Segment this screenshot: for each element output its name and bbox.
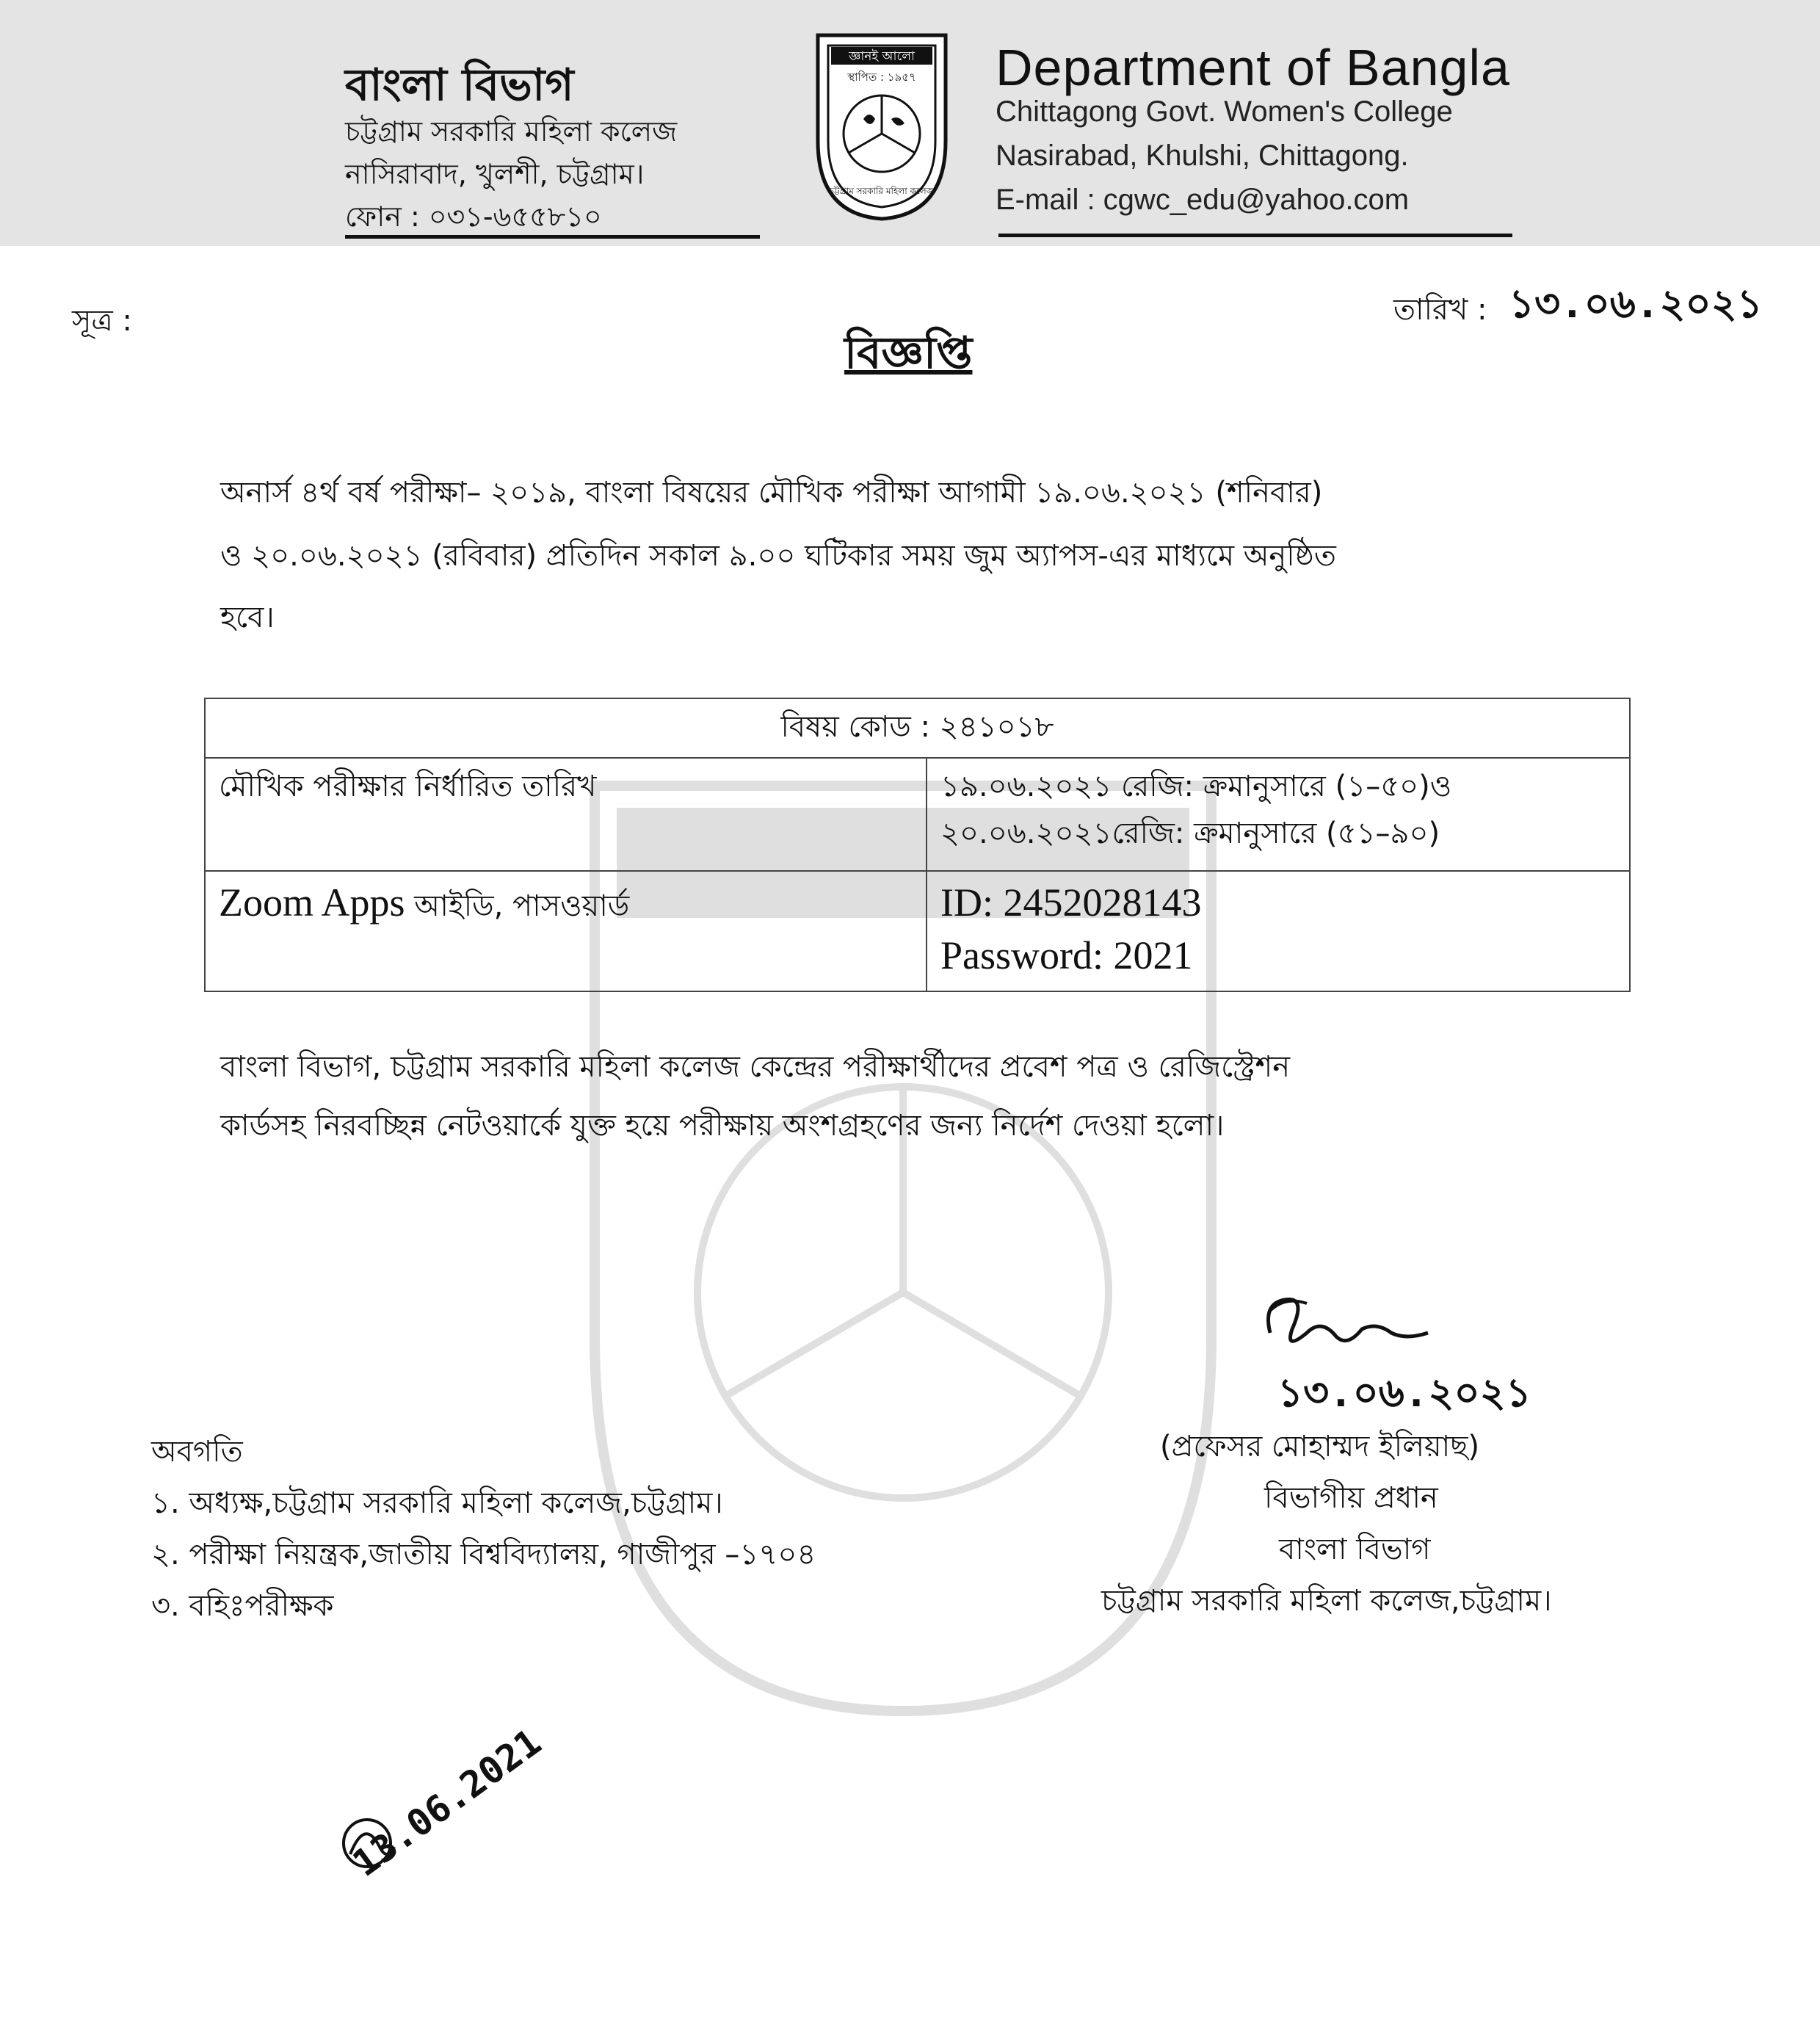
zoom-value-cell xyxy=(927,871,1630,991)
signature-date: ১৩.০৬.২০২১ xyxy=(1277,1370,1531,1416)
cc-item-1: ১. অধ্যক্ষ,চট্টগ্রাম সরকারি মহিলা কলেজ,চট্টগ্রাম। xyxy=(151,1486,723,1520)
en-address: Nasirabad, Khulshi, Chittagong. xyxy=(996,140,1409,172)
bn-department-title: বাংলা বিভাগ xyxy=(345,59,574,111)
logo-ring-text: চট্টগ্রাম সরকারি মহিলা কলেজ xyxy=(829,186,935,196)
signatory-designation: বিভাগীয় প্রধান xyxy=(1264,1481,1438,1515)
bn-college-name: চট্টগ্রাম সরকারি মহিলা কলেজ xyxy=(345,115,678,148)
zoom-label-cell xyxy=(205,871,927,991)
paragraph2-line2: কার্ডসহ নিরবচ্ছিন্ন নেটওয়ার্কে যুক্ত হয়ে পরীক্ষায় অংশগ্রহণের জন্য নির্দেশ দেওয়া হলো। xyxy=(220,1109,1225,1143)
table-row xyxy=(205,758,1630,871)
zoom-id-password-label: আইডি, পাসওয়ার্ড xyxy=(405,889,630,923)
exam-date-label: মৌখিক পরীক্ষার নির্ধারিত তারিখ xyxy=(219,770,597,803)
table-row xyxy=(205,871,1630,991)
signatory-name: (প্রফেসর মোহাম্মদ ইলিয়াছ) xyxy=(1160,1430,1480,1464)
logo-established: স্থাপিত : ১৯৫৭ xyxy=(847,70,916,84)
college-emblem-icon xyxy=(812,31,951,222)
exam-date-label-cell xyxy=(205,758,927,871)
date-value: ১৩.০৬.২০২১ xyxy=(1509,281,1763,327)
logo-motto: জ্ঞানই আলো xyxy=(849,49,915,64)
notice-title: বিজ্ঞপ্তি xyxy=(844,328,973,379)
cc-item-3: ৩. বহিঃপরীক্ষক xyxy=(151,1589,334,1623)
exam-date-line2: ২০.০৬.২০২১রেজি: ক্রমানুসারে (৫১–৯০) xyxy=(940,817,1440,850)
cc-item-2: ২. পরীক্ষা নিয়ন্ত্রক,জাতীয় বিশ্ববিদ্যালয়, গাজীপুর –১৭০৪ xyxy=(151,1538,816,1571)
exam-date-line1: ১৯.০৬.২০২১ রেজি: ক্রমানুসারে (১–৫০)ও xyxy=(940,770,1452,803)
initials-date: 13.06.2021 xyxy=(345,1721,549,1885)
en-header-rule xyxy=(998,234,1512,237)
table-row xyxy=(205,698,1630,758)
cc-title: অবগতি xyxy=(151,1435,243,1469)
paragraph1-line1: অনার্স ৪র্থ বর্ষ পরীক্ষা– ২০১৯, বাংলা বিষয়ের মৌখিক পরীক্ষা আগামী ১৯.০৬.২০২১ (শনিবার) xyxy=(220,476,1323,510)
signatory-college: চট্টগ্রাম সরকারি মহিলা কলেজ,চট্টগ্রাম। xyxy=(1101,1584,1552,1618)
signature-scribble xyxy=(1255,1289,1446,1370)
paragraph1-line2: ও ২০.০৬.২০২১ (রবিবার) প্রতিদিন সকাল ৯.০০ ঘটিকার সময় জুম অ্যাপস-এর মাধ্যমে অনুষ্ঠিত xyxy=(220,539,1336,573)
reference-label: সূত্র : xyxy=(72,304,133,338)
zoom-meeting-id: ID: 2452028143 xyxy=(940,880,1202,925)
en-college-name: Chittagong Govt. Women's College xyxy=(996,95,1453,128)
zoom-password: Password: 2021 xyxy=(940,933,1193,977)
paragraph1-line3: হবে। xyxy=(220,601,275,634)
zoom-apps-label: Zoom Apps xyxy=(219,880,405,925)
subject-code-cell xyxy=(205,698,1630,758)
schedule-table xyxy=(204,698,1631,992)
subject-code: বিষয় কোড : ২৪১০১৮ xyxy=(780,710,1054,744)
bn-header-rule xyxy=(345,235,760,239)
en-email: E-mail : cgwc_edu@yahoo.com xyxy=(996,184,1410,216)
date-label: তারিখ : xyxy=(1393,293,1487,327)
bn-address: নাসিরাবাদ, খুলশী, চট্টগ্রাম। xyxy=(345,158,645,190)
exam-date-value-cell xyxy=(927,758,1630,871)
paragraph2-line1: বাংলা বিভাগ, চট্টগ্রাম সরকারি মহিলা কলেজ কেন্দ্রের পরীক্ষার্থীদের প্রবেশ পত্র ও রেজিস্ট্রেশন xyxy=(220,1050,1291,1084)
en-department-title: Department of Bangla xyxy=(996,39,1510,96)
signatory-department: বাংলা বিভাগ xyxy=(1279,1533,1431,1566)
bn-phone: ফোন : ০৩১-৬৫৫৮১০ xyxy=(345,200,602,233)
